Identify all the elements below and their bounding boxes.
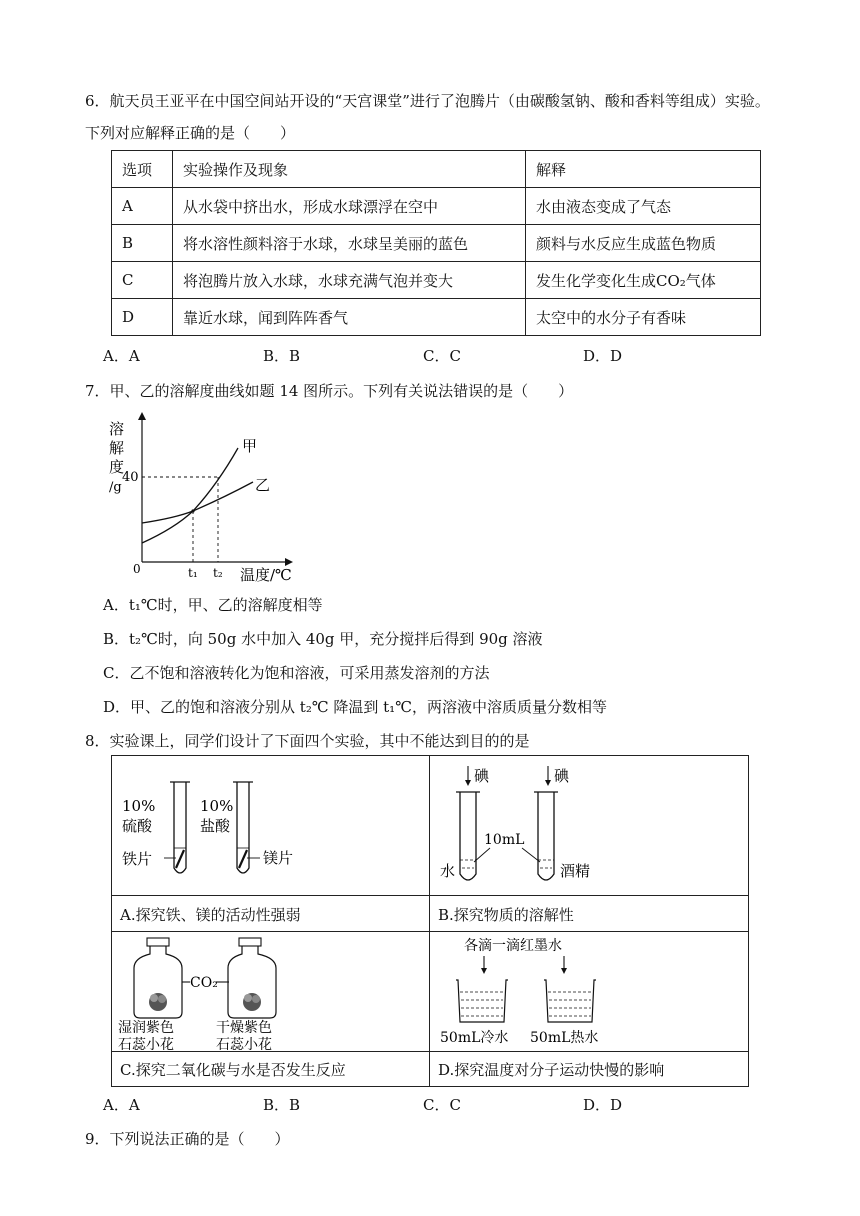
table-header-cell: 解释 [526, 151, 761, 188]
curve-label-yi: 乙 [255, 476, 271, 494]
label-water: 水 [440, 862, 456, 880]
cell-d-figure [430, 932, 748, 1052]
table-row [112, 188, 761, 225]
cell-c-caption [112, 1052, 430, 1086]
curve-jia [142, 448, 238, 543]
table-cell: 颜料与水反应生成蓝色物质 [526, 225, 761, 262]
label-sulfuric-acid: 硫酸 [122, 817, 153, 835]
y-tick-40: 40 [122, 470, 139, 485]
table-header-cell: 实验操作及现象 [173, 151, 526, 188]
q8-options [103, 1094, 743, 1115]
q8-stem: 8．实验课上，同学们设计了下面四个实验，其中不能达到目的的是 [85, 732, 530, 750]
q7-option-c: C．乙不饱和溶液转化为饱和溶液，可采用蒸发溶剂的方法 [103, 664, 490, 682]
cell-b-caption [430, 896, 748, 932]
ylabel-3: 度 [109, 458, 125, 476]
option-a: A．A [103, 1096, 140, 1114]
label-co2: CO₂ [190, 975, 218, 991]
ylabel-4: /g [109, 480, 122, 495]
bottle-icon [147, 938, 169, 946]
table-cell: B [112, 225, 173, 262]
option-c: C．C [423, 1096, 461, 1114]
label-10ml: 10mL [484, 832, 525, 848]
magnesium-strip-icon [239, 850, 247, 868]
q7-option-d: D．甲、乙的饱和溶液分别从 t₂℃ 降温到 t₁℃，两溶液中溶质质量分数相等 [103, 698, 607, 716]
label-10-percent: 10% [122, 797, 156, 815]
label-iodine-1: 碘 [474, 767, 490, 785]
table-cell: 从水袋中挤出水，形成水球漂浮在空中 [173, 188, 526, 225]
bottles-co2-figure [112, 932, 428, 1050]
curve-yi [142, 482, 253, 523]
option-d: D．D [583, 347, 623, 365]
x-axis-arrow-icon [285, 558, 293, 566]
curve-label-jia: 甲 [242, 437, 258, 455]
cell-a-caption [112, 896, 430, 932]
q7-option-a: A．t₁℃时，甲、乙的溶解度相等 [103, 596, 323, 614]
label-iodine-2: 碘 [554, 767, 570, 785]
table-header-cell: 选项 [112, 151, 173, 188]
table-cell: 将水溶性颜料溶于水球，水球呈美丽的蓝色 [173, 225, 526, 262]
label-dry-2: 石蕊小花 [216, 1037, 272, 1050]
table-cell: A [112, 188, 173, 225]
ylabel-1: 溶 [109, 420, 125, 438]
table-row [112, 225, 761, 262]
option-c: C．C [423, 347, 461, 365]
label-magnesium: 镁片 [263, 849, 294, 867]
caption-a: A.探究铁、镁的活动性强弱 [120, 906, 301, 924]
table-row [112, 262, 761, 299]
q7-stem: 7．甲、乙的溶解度曲线如题 14 图所示。下列有关说法错误的是（ ） [85, 382, 574, 400]
label-ink-drop: 各滴一滴红墨水 [464, 938, 562, 954]
cell-c-figure [112, 932, 430, 1052]
q9-stem: 9．下列说法正确的是（ ） [85, 1130, 290, 1148]
label-cold-water: 50mL冷水 [440, 1030, 509, 1046]
caption-b: B.探究物质的溶解性 [438, 906, 574, 924]
option-d: D．D [583, 1096, 623, 1114]
table-row [112, 299, 761, 336]
bottle-icon [239, 938, 261, 946]
x-tick-t2: t₂ [213, 566, 223, 580]
origin-label: 0 [133, 562, 141, 576]
label-dry-1: 干燥紫色 [216, 1020, 272, 1036]
test-tube-icon [460, 792, 476, 880]
test-tube-icon [538, 792, 554, 880]
q6-table [111, 150, 761, 336]
label-iron: 铁片 [122, 850, 153, 868]
table-cell: 靠近水球，闻到阵阵香气 [173, 299, 526, 336]
cell-d-caption [430, 1052, 748, 1086]
intersection-point [191, 509, 194, 512]
label-alcohol: 酒精 [560, 862, 591, 880]
table-header-row [112, 151, 761, 188]
table-cell: 水由液态变成了气态 [526, 188, 761, 225]
q6-stem-line1: 6．航天员王亚平在中国空间站开设的“天宫课堂”进行了泡腾片（由碳酸氢钠、酸和香料等组成）实验。 [85, 92, 770, 110]
option-a: A．A [103, 347, 140, 365]
caption-c: C.探究二氧化碳与水是否发生反应 [120, 1061, 346, 1079]
table-cell: C [112, 262, 173, 299]
table-cell: D [112, 299, 173, 336]
y-axis-arrow-icon [138, 412, 146, 420]
q6-options [103, 345, 743, 366]
cell-b-figure [430, 756, 748, 896]
label-hydrochloric-acid: 盐酸 [200, 817, 231, 835]
ylabel-2: 解 [109, 439, 125, 457]
solubility-graph [105, 410, 305, 590]
label-wet-2: 石蕊小花 [118, 1037, 174, 1050]
caption-d: D.探究温度对分子运动快慢的影响 [438, 1061, 665, 1079]
test-tubes-iodine-figure [430, 756, 746, 894]
table-cell: 发生化学变化生成CO₂气体 [526, 262, 761, 299]
table-cell: 太空中的水分子有香味 [526, 299, 761, 336]
x-tick-t1: t₁ [188, 566, 198, 580]
label-hot-water: 50mL热水 [530, 1030, 599, 1046]
xlabel: 温度/℃ [240, 566, 292, 584]
option-b: B．B [263, 347, 301, 365]
label-wet-1: 湿润紫色 [118, 1020, 174, 1036]
q6-stem-line2: 下列对应解释正确的是（ ） [85, 124, 296, 142]
q8-figure-grid [111, 755, 749, 1087]
label-10-percent-2: 10% [200, 797, 234, 815]
option-b: B．B [263, 1096, 301, 1114]
table-cell: 将泡腾片放入水球，水球充满气泡并变大 [173, 262, 526, 299]
cell-a-figure [112, 756, 430, 896]
q7-option-b: B．t₂℃时，向 50g 水中加入 40g 甲，充分搅拌后得到 90g 溶液 [103, 630, 543, 648]
iron-strip-icon [176, 850, 184, 868]
test-tubes-metal-figure [112, 756, 428, 894]
beakers-ink-figure [430, 932, 746, 1050]
